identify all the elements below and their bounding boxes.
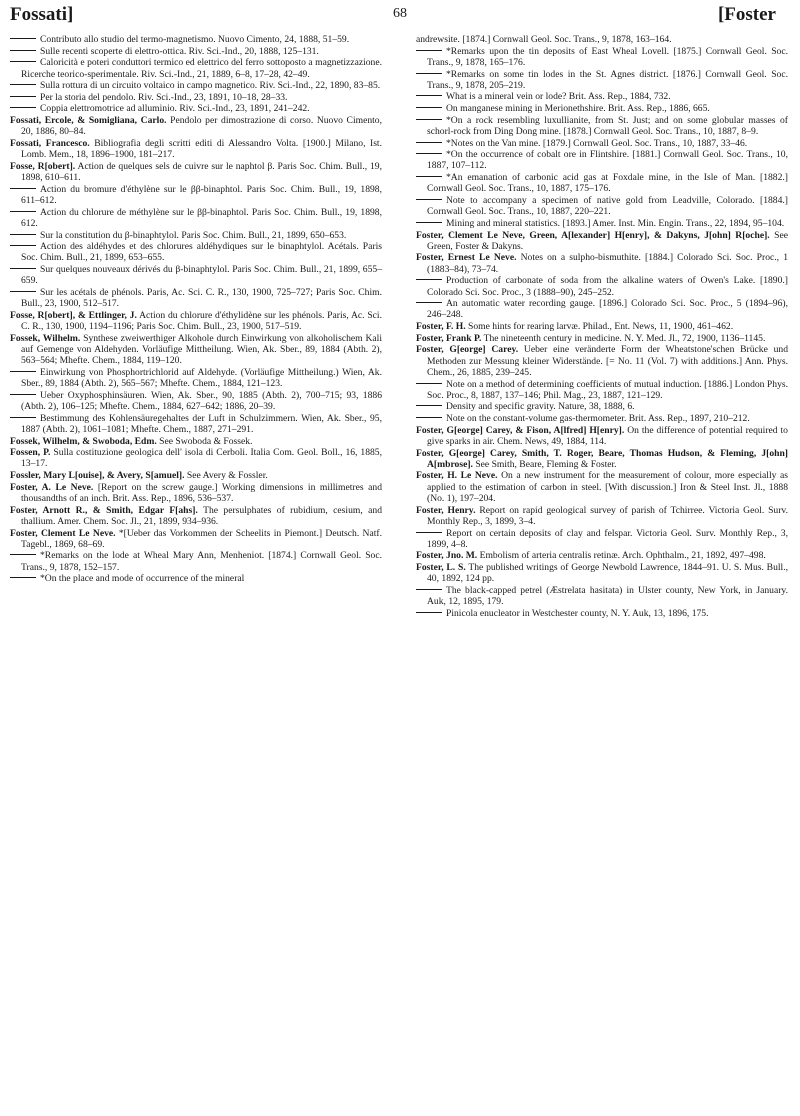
ditto-dash: [416, 302, 442, 303]
entry-text: *[Ueber das Vorkommen der Scheelits in Piemont.] Deutsch. Natf. Tagebl., 1869, 68–69.: [21, 527, 383, 550]
entry-text: *Notes on the Van mine. [1879.] Cornwall Geol. Soc. Trans., 10, 1887, 33–46.: [446, 137, 748, 149]
ditto-dash: [416, 417, 442, 418]
ditto-dash: [10, 394, 36, 395]
entry-text: *Remarks on some tin lodes in the St. Agnes district. [1876.] Cornwall Geol. Soc. Trans., 9, 1878, 205–219.: [427, 68, 788, 91]
ditto-dash: [10, 50, 36, 51]
bibliography-entry: [416, 218, 788, 229]
entry-text: Report on rapid geological survey of parish of Tchirree. Victoria Geol. Surv. Monthly Rep., 3, 1899, 3–4.: [427, 504, 789, 527]
entry-text: Action de quelques sels de cuivre sur le naphtol β. Paris Soc. Chim. Bull., 19, 1898, 610–611.: [21, 160, 382, 184]
entry-text: Note on the constant-volume gas-thermometer. Brit. Ass. Rep., 1897, 210–212.: [446, 413, 750, 425]
bibliography-entry: [416, 275, 788, 298]
entry-text: The persulphates of rubidium, cesium, and thallium. Amer. Chem. Soc. Jl., 21, 1899, 934–936.: [21, 504, 382, 527]
ditto-dash: [416, 50, 442, 51]
entry-text: Bestimmung des Kohlensäuregehaltes der Luft in Schulzimmern. Wien, Ak. Sber., 95, 1887 (Abth. 2), 1061–1081; Mhefte. Chem., 1887, 271–291.: [21, 412, 382, 435]
author-name: Foster, H. Le Neve.: [416, 470, 498, 482]
entry-text: Action du bromure d'éthylène sur le ββ-binaphtol. Paris Soc. Chim. Bull., 19, 1898, 611–612.: [21, 183, 382, 207]
bibliography-entry: [10, 482, 382, 505]
bibliography-entry: [416, 448, 788, 471]
entry-text: andrewsite. [1874.] Cornwall Geol. Soc. Trans., 9, 1878, 163–164.: [416, 34, 672, 45]
author-name: Foster, L. S.: [416, 562, 466, 574]
entry-text: Notes on a sulpho-bismuthite. [1884.] Colorado Sci. Soc. Proc., 1 (1883–84), 73–74.: [427, 252, 788, 275]
bibliography-entry: [10, 80, 382, 91]
entry-text: See Avery & Fossler.: [184, 470, 268, 482]
ditto-dash: [10, 417, 36, 418]
bibliography-entry: [10, 367, 382, 390]
author-name: Foster, G[eorge] Carey.: [416, 344, 519, 356]
left-column: [10, 34, 382, 585]
author-name: Foster, F. H.: [416, 321, 466, 333]
entry-text: Report on certain deposits of clay and felspar. Victoria Geol. Surv. Monthly Rep., 3, 1899, 4–8.: [427, 527, 788, 550]
ditto-dash: [416, 153, 442, 154]
ditto-dash: [416, 142, 442, 143]
ditto-dash: [10, 107, 36, 108]
bibliography-entry: [416, 34, 788, 45]
bibliography-entry: [416, 321, 788, 332]
author-name: Foster, Frank P.: [416, 332, 482, 344]
entry-text: See Swoboda & Fossek.: [156, 435, 253, 447]
entry-text: Sulla costituzione geologica dell' isola di Cerboli. Italia Com. Geol. Boll., 16, 1885, 13–17.: [21, 447, 382, 470]
bibliography-entry: [10, 230, 382, 241]
entry-text: Production of carbonate of soda from the alkaline waters of Owen's Lake. [1890.] Colorado Sci. Soc. Proc., 3 (1888–90), 245–252.: [427, 275, 788, 298]
entry-text: See Smith, Beare, Fleming & Foster.: [472, 458, 617, 470]
bibliography-entry: [416, 138, 788, 149]
bibliography-entry: [10, 447, 382, 470]
bibliography-entry: [10, 92, 382, 103]
entry-text: Einwirkung von Phosphortrichlorid auf Aldehyde. (Vorläufige Mittheilung.) Wien, Ak. Sber., 89, 1884 (Abth. 2), 565–567; Mhefte. Chem., 1884, 121–123.: [21, 366, 382, 390]
entry-text: Density and specific gravity. Nature, 38, 1888, 6.: [446, 401, 635, 413]
bibliography-entry: [10, 436, 382, 447]
entry-text: On manganese mining in Merionethshire. Brit. Ass. Rep., 1886, 665.: [446, 103, 710, 115]
bibliography-entry: [416, 149, 788, 172]
entry-text: Contributo allo studio del termo-magnetismo. Nuovo Cimento, 24, 1888, 51–59.: [40, 34, 350, 45]
bibliography-entry: [416, 379, 788, 402]
entry-text: Caloricità e poteri conduttori termico ed elettrico del ferro sottoposto a magnetizzazione. Ricerche teorico-sperimentale. Riv. Sci.-Ind., 21, 1889, 6–8, 17–28, 42–49.: [21, 57, 382, 80]
bibliography-entry: [10, 333, 382, 367]
bibliography-entry: [416, 69, 788, 92]
ditto-dash: [10, 188, 36, 189]
page-number: 68: [393, 6, 407, 21]
bibliography-entry: [416, 344, 788, 378]
ditto-dash: [416, 176, 442, 177]
bibliography-entry: [10, 207, 382, 230]
bibliography-entry: [416, 115, 788, 138]
bibliography-entry: [10, 505, 382, 528]
bibliography-entry: [10, 115, 382, 138]
entry-text: *Remarks upon the tin deposits of East Wheal Lovell. [1875.] Cornwall Geol. Soc. Trans., 9, 1878, 165–176.: [427, 45, 788, 68]
bibliography-entry: [416, 195, 788, 218]
author-name: Foster, G[eorge] Carey, & Fison, A[lfred] H[enry].: [416, 424, 625, 436]
author-name: Foster, A. Le Neve.: [10, 481, 94, 493]
bibliography-entry: [10, 470, 382, 481]
entry-text: Note on a method of determining coefficients of mutual induction. [1886.] London Phys. Soc. Proc., 8, 1887, 137–146; Phil. Mag., 23, 1887, 121–129.: [427, 378, 788, 401]
entry-text: *Remarks on the lode at Wheal Mary Ann, Menheniot. [1874.] Cornwall Geol. Soc. Trans., 9, 1878, 152–157.: [21, 550, 382, 573]
bibliography-entry: [10, 310, 382, 333]
bibliography-entry: [416, 230, 788, 253]
ditto-dash: [416, 405, 442, 406]
ditto-dash: [416, 95, 442, 96]
bibliography-entry: [416, 103, 788, 114]
ditto-dash: [10, 84, 36, 85]
entry-text: See Green, Foster & Dakyns.: [427, 229, 788, 252]
entry-text: Sur quelques nouveaux dérivés du β-binaphtylol. Paris Soc. Chim. Bull., 21, 1899, 655–659.: [21, 264, 382, 287]
entry-text: Embolism of arteria centralis retinæ. Arch. Ophthalm., 21, 1892, 497–498.: [477, 550, 766, 562]
entry-text: Per la storia del pendolo. Riv. Sci.-Ind., 23, 1891, 10–18, 28–33.: [40, 91, 288, 103]
author-name: Fosse, R[obert].: [10, 160, 76, 172]
bibliography-entry: [10, 46, 382, 57]
ditto-dash: [10, 371, 36, 372]
ditto-dash: [416, 107, 442, 108]
bibliography-entry: [10, 550, 382, 573]
ditto-dash: [416, 383, 442, 384]
bibliography-entry: [10, 264, 382, 287]
ditto-dash: [416, 119, 442, 120]
bibliography-entry: [416, 91, 788, 102]
author-name: Foster, Henry.: [416, 504, 476, 516]
bibliography-entry: [416, 528, 788, 551]
author-name: Foster, Jno. M.: [416, 550, 478, 562]
author-name: Fossek, Wilhelm, & Swoboda, Edm.: [10, 435, 157, 447]
ditto-dash: [10, 245, 36, 246]
entry-text: Some hints for rearing larvæ. Philad., Ent. News, 11, 1900, 461–462.: [465, 321, 734, 333]
entry-text: Sur les acétals de phénols. Paris, Ac. Sci. C. R., 130, 1900, 725–727; Paris Soc. Chim. Bull., 23, 1900, 512–517.: [21, 286, 382, 310]
bibliography-entry: [10, 57, 382, 80]
bibliography-entry: [10, 138, 382, 161]
bibliography-entry: [416, 585, 788, 608]
entry-text: [Report on the screw gauge.] Working dimensions in millimetres and thousandths of an inch. Brit. Ass. Rep., 1896, 536–537.: [21, 481, 382, 504]
author-name: Fossek, Wilhelm.: [10, 332, 81, 344]
bibliography-entry: [416, 505, 788, 528]
entry-text: Bibliografia degli scritti editi di Alessandro Volta. [1900.] Milano, Ist. Lomb. Mem., 18, 1896–1900, 181–217.: [21, 137, 382, 161]
author-name: Foster, G[eorge] Carey, Smith, T. Roger, Beare, Thomas Hudson, & Fleming, J[ohn] A[mbrose].: [416, 447, 788, 470]
entry-text: Action du chlorure de méthylène sur le ββ-binaphtol. Paris Soc. Chim. Bull., 19, 1898, 612.: [21, 206, 382, 229]
bibliography-entry: [416, 608, 788, 619]
entry-text: The published writings of George Newbold Lawrence, 1844–91. U. S. Mus. Bull., 40, 1892, 124 pp.: [427, 562, 789, 585]
bibliography-entry: [416, 298, 788, 321]
bibliography-entry: [10, 528, 382, 551]
bibliography-entry: [416, 413, 788, 424]
right-column: [416, 34, 788, 619]
ditto-dash: [10, 96, 36, 97]
running-head-right: [Foster: [717, 4, 776, 25]
ditto-dash: [10, 234, 36, 235]
entry-text: Synthese zweiwerthiger Alkohole durch Einwirkung von alkoholischem Kali auf Gemenge von Aldehyden. Vorläufige Mittheilung. Wien, Ak. Sber., 89, 1884 (Abth. 2), 563–564; Mhefte. Chem., 1884, 119–120.: [21, 332, 382, 367]
ditto-dash: [10, 38, 36, 39]
entry-text: Pendolo per dimostrazione di corso. Nuovo Cimento, 20, 1886, 80–84.: [21, 115, 382, 138]
entry-text: Sur la constitution du β-binaphtylol. Paris Soc. Chim. Bull., 21, 1899, 650–653.: [40, 229, 347, 241]
entry-text: The nineteenth century in medicine. N. Y. Med. Jl., 72, 1900, 1136–1145.: [481, 332, 766, 344]
entry-text: Sulla rottura di un circuito voltaico in campo magnetico. Riv. Sci.-Ind., 22, 1890, 83–85.: [40, 80, 381, 92]
entry-text: *An emanation of carbonic acid gas at Foxdale mine, in the Isle of Man. [1882.] Cornwall Geol. Soc. Trans., 10, 1887, 175–176.: [427, 172, 788, 195]
author-name: Fossati, Ercole, & Somigliana, Carlo.: [10, 115, 167, 127]
bibliography-entry: [416, 550, 788, 561]
running-head-left: Fossati]: [10, 4, 74, 25]
ditto-dash: [10, 61, 36, 62]
ditto-dash: [10, 577, 36, 578]
entry-text: Coppia elettromotrice ad alluminio. Riv. Sci.-Ind., 23, 1891, 241–242.: [40, 103, 310, 115]
bibliography-entry: [416, 333, 788, 344]
entry-text: Pinicola enucleator in Westchester county, N. Y. Auk, 13, 1896, 175.: [446, 607, 709, 619]
bibliography-entry: [416, 46, 788, 69]
bibliography-entry: [416, 172, 788, 195]
author-name: Foster, Ernest Le Neve.: [416, 252, 517, 264]
entry-text: On the difference of potential required to give sparks in air. Chem. News, 49, 1884, 114.: [427, 424, 788, 447]
bibliography-entry: [10, 184, 382, 207]
entry-text: Action du chlorure d'éthylidène sur les phénols. Paris, Ac. Sci. C. R., 130, 1900, 1194–1196; Paris Soc. Chim. Bull., 23, 1900, 517–519.: [21, 309, 382, 333]
ditto-dash: [10, 211, 36, 212]
bibliography-entry: [416, 252, 788, 275]
entry-text: *On the occurrence of cobalt ore in Flintshire. [1881.] Cornwall Geol. Soc. Trans., 10, 1887, 107–112.: [427, 149, 788, 172]
bibliography-entry: [416, 562, 788, 585]
entry-text: An automatic water recording gauge. [1896.] Colorado Sci. Soc. Proc., 5 (1894–96), 246–248.: [427, 298, 788, 321]
page-header: [0, 0, 800, 36]
ditto-dash: [416, 73, 442, 74]
bibliography-entry: [10, 161, 382, 184]
entry-text: *On a rock resembling luxullianite, from St. Just; and on some globular masses of schorl-rock from Ding Dong mine. [1878.] Cornwall Geol. Soc. Trans., 10, 1887, 8–9.: [427, 114, 788, 137]
entry-text: Ueber Oxyphosphinsäuren. Wien, Ak. Sber., 90, 1885 (Abth. 2), 700–715; 93, 1886 (Abth. 2), 106–125; Mhefte. Chem., 1884, 627–642; 1886, 20–39.: [21, 389, 382, 413]
ditto-dash: [416, 279, 442, 280]
entry-text: Mining and mineral statistics. [1893.] Amer. Inst. Min. Engin. Trans., 22, 1894, 95–104.: [446, 217, 785, 229]
bibliography-entry: [10, 390, 382, 413]
ditto-dash: [416, 589, 442, 590]
ditto-dash: [416, 199, 442, 200]
bibliography-entry: [416, 470, 788, 504]
ditto-dash: [10, 291, 36, 292]
author-name: Foster, Arnott R., & Smith, Edgar F[ahs].: [10, 504, 198, 516]
entry-text: Action des aldéhydes et des chlorures aldéhydiques sur le binaphtylol. Acétals. Paris Soc. Chim. Bull., 21, 1899, 653–655.: [21, 241, 382, 264]
bibliography-entry: [10, 34, 382, 45]
bibliography-entry: [10, 413, 382, 436]
bibliography-entry: [416, 425, 788, 448]
entry-text: What is a mineral vein or lode? Brit. Ass. Rep., 1884, 732.: [446, 91, 671, 103]
author-name: Fossen, P.: [10, 447, 51, 459]
entry-text: Note to accompany a specimen of native gold from Leadville, Colorado. [1884.] Cornwall Geol. Soc. Trans., 10, 1887, 220–221.: [427, 195, 788, 218]
author-name: Fossler, Mary L[ouise], & Avery, S[amuel].: [10, 470, 185, 482]
ditto-dash: [416, 612, 442, 613]
author-name: Foster, Clement Le Neve, Green, A[lexander] H[enry], & Dakyns, J[ohn] R[oche].: [416, 229, 770, 241]
author-name: Fosse, R[obert], & Ettlinger, J.: [10, 309, 137, 321]
bibliography-entry: [10, 287, 382, 310]
author-name: Fossati, Francesco.: [10, 137, 90, 149]
ditto-dash: [10, 268, 36, 269]
ditto-dash: [10, 554, 36, 555]
bibliography-entry: [10, 103, 382, 114]
bibliography-entry: [10, 241, 382, 264]
author-name: Foster, Clement Le Neve.: [10, 527, 116, 539]
entry-text: Sulle recenti scoperte di elettro-ottica. Riv. Sci.-Ind., 20, 1888, 125–131.: [40, 45, 319, 57]
ditto-dash: [416, 222, 442, 223]
bibliography-entry: [416, 401, 788, 412]
ditto-dash: [416, 532, 442, 533]
bibliography-entry: [10, 573, 382, 584]
entry-text: *On the place and mode of occurrence of the mineral: [40, 573, 245, 585]
entry-text: Ueber eine veränderte Form der Wheatstone'schen Brücke und Methoden zur Messung kleiner Widerstände. [= No. 11 (Vol. 7) with additions.] Ann. Phys. Chem., 26, 1885, 239–245.: [427, 344, 788, 378]
entry-text: The black-capped petrel (Æstrelata hasitata) in Ulster county, New York, in January. Auk, 12, 1895, 179.: [427, 584, 788, 608]
entry-text: On a new instrument for the measurement of colour, more especially as applied to the estimation of carbon in steel. [With discussion.] Iron & Steel Inst. Jl., 1888 (No. 1), 197–204.: [427, 470, 788, 504]
